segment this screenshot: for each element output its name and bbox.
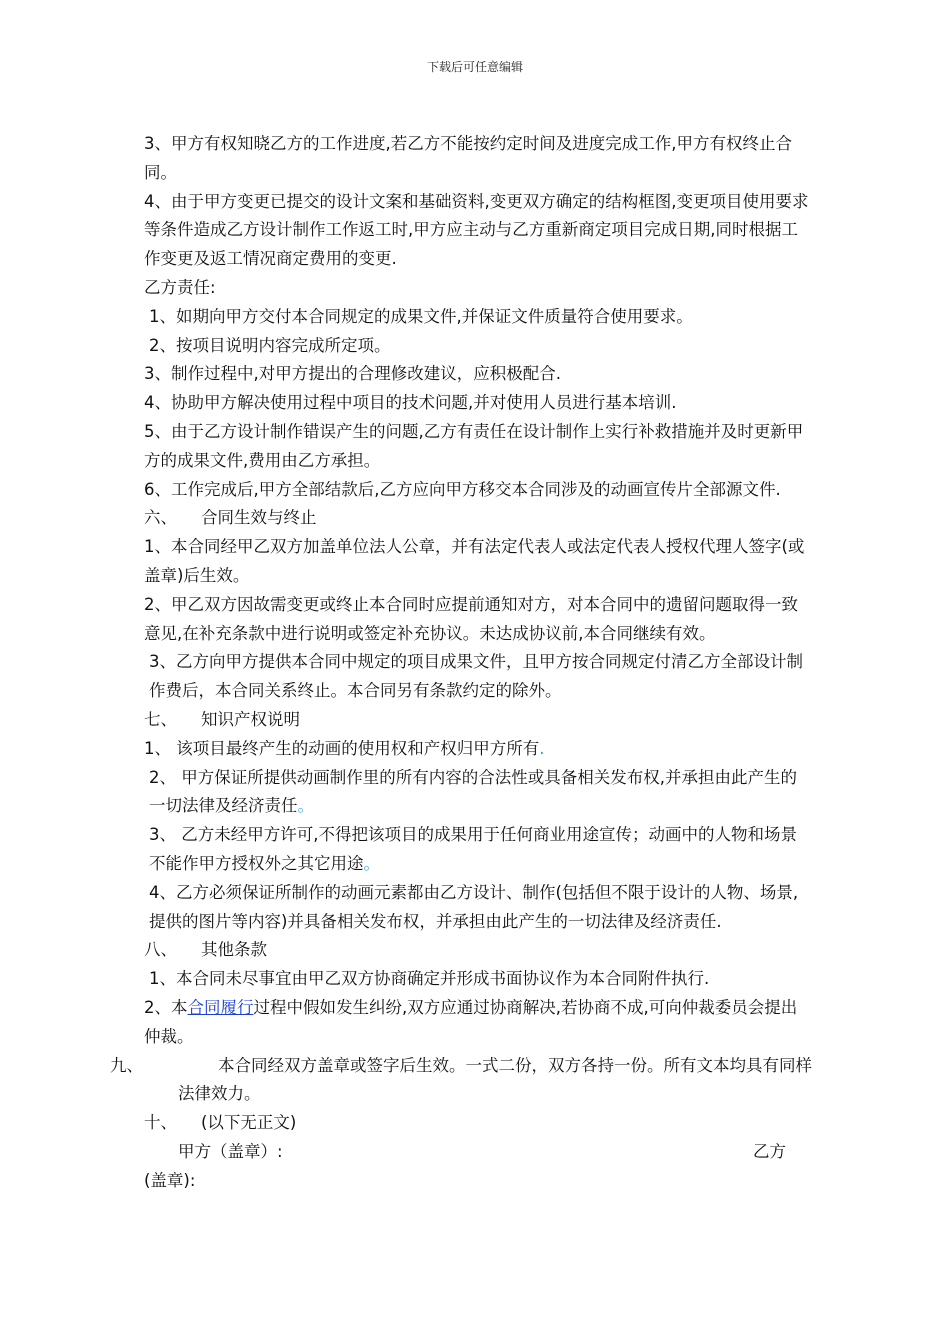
clause-b1: 1、如期向甲方交付本合同规定的成果文件,并保证文件质量符合使用要求。 [149,306,693,326]
clause-6-2: 2、甲乙双方因故需变更或终止本合同时应提前通知对方，对本合同中的遗留问题取得一致意见,在补充条款中进行说明或签定补充协议。未达成协议前,本合同继续有效。 [144,594,798,643]
clause-text: 过程中假如发生纠纷,双方应通过协商解决,若协商不成,可向仲裁委员会提出仲裁。 [144,997,798,1046]
section-number: 九、 [110,1055,143,1075]
punctuation-mark: 。 [363,853,380,873]
clause-b2: 2、按项目说明内容完成所定项。 [149,335,391,355]
clause-a3: 3、甲方有权知晓乙方的工作进度,若乙方不能按约定时间及进度完成工作,甲方有权终止合同。 [144,134,792,182]
punctuation-mark: . [539,738,545,758]
party-b-label: 乙方 [753,1141,786,1161]
clause-a4: 4、由于甲方变更已提交的设计文案和基础资料,变更双方确定的结构框图,变更项目使用要求等条件造成乙方设计制作工作返工时,甲方应主动与乙方重新商定项目完成日期,同时根据工作变更及返工情况商定费用的变更. [144,191,809,269]
section-7-heading [144,706,812,735]
contract-body [110,130,812,1195]
clause-6-3: 3、乙方向甲方提供本合同中规定的项目成果文件，且甲方按合同规定付清乙方全部设计制作费后，本合同关系终止。本合同另有条款约定的除外。 [149,652,803,701]
clause-text: 2、 甲方保证所提供动画制作里的所有内容的合法性或具备相关发布权,并承担由此产生的一切法律及经济责任 [149,767,797,816]
section-9 [110,1052,812,1110]
clause-7-1 [144,735,812,764]
clause-b6: 6、工作完成后,甲方全部结款后,乙方应向甲方移交本合同涉及的动画宣传片全部源文件. [144,479,781,499]
section-number: 七、 [144,709,177,729]
section-number: 十、 [144,1113,177,1133]
signature-line [144,1138,812,1167]
contract-performance-link[interactable]: 合同履行 [187,997,254,1017]
clause-text: 2、本 [144,997,188,1017]
section-10 [144,1109,812,1138]
clause-7-2 [144,764,812,822]
clause-b3: 3、制作过程中,对甲方提出的合理修改建议，应积极配合. [144,364,561,384]
section-text: 本合同经双方盖章或签字后生效。一式二份，双方各持一份。所有文本均具有同样法律效力。 [178,1055,812,1104]
section-number: 八、 [144,940,177,960]
section-6-heading [144,504,812,533]
section-8-heading [144,936,812,965]
page-header: 下载后可任意编辑 [426,60,523,74]
clause-8-1: 1、本合同未尽事宜由甲乙双方协商确定并形成书面协议作为本合同附件执行. [149,969,710,989]
party-b-duties-heading: 乙方责任: [144,277,216,297]
clause-8-2 [144,994,812,1052]
clause-6-1: 1、本合同经甲乙双方加盖单位法人公章，并有法定代表人或法定代表人授权代理人签字(或盖章)后生效。 [144,537,805,585]
section-title: 知识产权说明 [201,709,300,729]
clause-b4: 4、协助甲方解决使用过程中项目的技术问题,并对使用人员进行基本培训. [144,393,677,413]
section-number: 六、 [144,508,177,528]
section-title: 其他条款 [201,940,267,960]
section-title: 合同生效与终止 [201,508,317,528]
clause-text: 1、 该项目最终产生的动画的使用权和产权归甲方所有 [144,738,540,758]
party-b-seal-label: (盖章): [144,1170,196,1190]
clause-b5: 5、由于乙方设计制作错误产生的问题,乙方有责任在设计制作上实行补救措施并及时更新甲方的成果文件,费用由乙方承担。 [144,421,804,470]
party-a-seal-label: 甲方（盖章）: [178,1141,283,1161]
clause-7-4: 4、乙方必须保证所制作的动画元素都由乙方设计、制作(包括但不限于设计的人物、场景,提供的图片等内容)并具备相关发布权，并承担由此产生的一切法律及经济责任. [149,882,799,931]
section-text: (以下无正文) [201,1113,297,1133]
clause-7-3 [144,821,812,879]
clause-text: 3、 乙方未经甲方许可,不得把该项目的成果用于任何商业用途宣传；动画中的人物和场景不能作甲方授权外之其它用途 [149,825,797,873]
punctuation-mark: 。 [297,796,314,816]
